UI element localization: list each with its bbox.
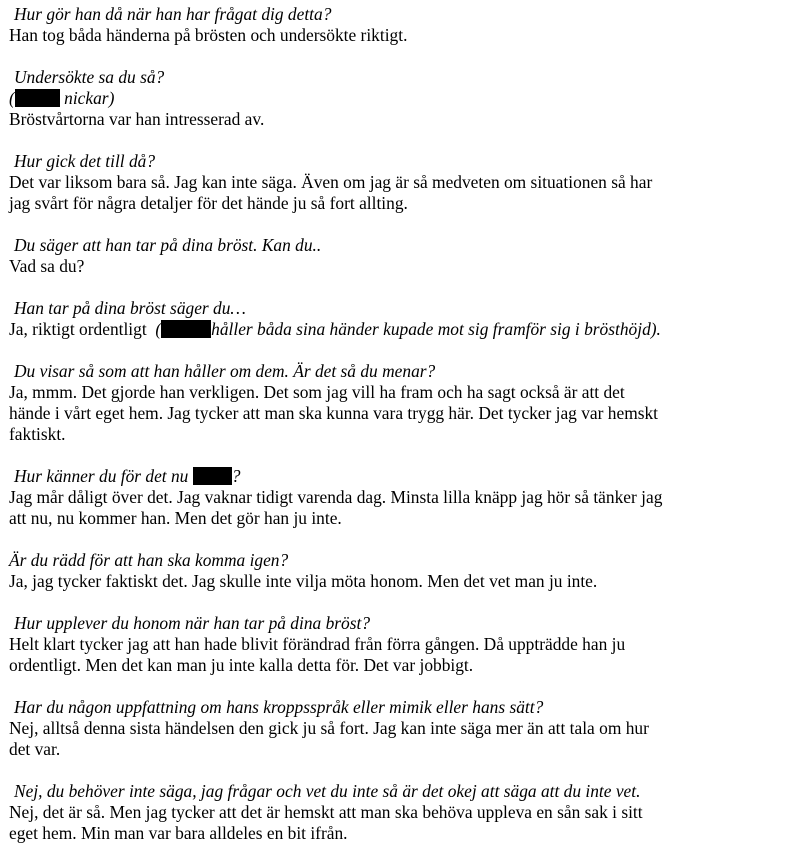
question-line: Är du rädd för att han ska komma igen? [9, 550, 289, 570]
aside-text: nickar) [59, 88, 115, 108]
exchange-7 [9, 466, 779, 529]
exchange-10 [9, 697, 779, 760]
answer-line-mixed [9, 319, 779, 340]
stage-direction-text: håller båda sina händer kupade mot sig framför sig i brösthöjd). [211, 319, 661, 339]
exchange-2 [9, 67, 779, 130]
question-line: Har du någon uppfattning om hans kroppsspråk eller mimik eller hans sätt? [14, 697, 544, 717]
answer-line: Helt klart tycker jag att han hade blivit förändrad från förra gången. Då uppträdde han ju [9, 634, 626, 654]
exchange-6 [9, 361, 779, 445]
exchange-3 [9, 151, 779, 214]
question-line: Du visar så som att han håller om dem. Är det så du menar? [14, 361, 436, 381]
answer-line: Ja, jag tycker faktiskt det. Jag skulle inte vilja möta honom. Men det vet man ju inte. [9, 571, 598, 591]
transcript-document [9, 4, 779, 865]
answer-line: att nu, nu kommer han. Men det gör han ju inte. [9, 508, 342, 528]
answer-line: Vad sa du? [9, 256, 85, 276]
aside-open-paren: ( [9, 88, 15, 108]
answer-line: jag svårt för några detaljer för det hände ju så fort allting. [9, 193, 408, 213]
answer-line: ordentligt. Men det kan man ju inte kalla detta för. Det var jobbigt. [9, 655, 474, 675]
question-line: Han tar på dina bröst säger du… [14, 298, 246, 318]
question-line: Hur gick det till då? [14, 151, 156, 171]
answer-line: Jag mår dåligt över det. Jag vaknar tidigt varenda dag. Minsta lilla knäpp jag hör så tänker jag [9, 487, 663, 507]
answer-line: faktiskt. [9, 424, 66, 444]
redaction-bar [193, 467, 232, 485]
answer-line: Ja, mmm. Det gjorde han verkligen. Det som jag vill ha fram och ha sagt också är att det [9, 382, 625, 402]
answer-line: Nej, alltså denna sista händelsen den gick ju så fort. Jag kan inte säga mer än att tala om hur [9, 718, 649, 738]
answer-line: hände i vårt eget hem. Jag tycker att man ska kunna vara trygg här. Det tycker jag var hemskt [9, 403, 659, 423]
question-line: Nej, du behöver inte säga, jag frågar och vet du inte så är det okej att säga att du inte vet. [14, 781, 641, 801]
aside-line [9, 88, 779, 109]
question-end: ? [231, 466, 241, 486]
answer-line: Han tog båda händerna på brösten och undersökte riktigt. [9, 25, 408, 45]
answer-line: Bröstvårtorna var han intresserad av. [9, 109, 265, 129]
question-text: Hur känner du för det nu [14, 466, 193, 486]
redaction-bar [15, 89, 60, 107]
answer-line: det var. [9, 739, 61, 759]
question-line: Du säger att han tar på dina bröst. Kan du.. [14, 235, 322, 255]
question-line-mixed [9, 466, 779, 487]
exchange-11 [9, 781, 779, 844]
exchange-9 [9, 613, 779, 676]
stage-direction-open-paren: ( [155, 319, 162, 339]
exchange-4 [9, 235, 779, 277]
question-line: Hur gör han då när han har frågat dig detta? [14, 4, 332, 24]
exchange-1 [9, 4, 779, 46]
question-line: Hur upplever du honom när han tar på dina bröst? [14, 613, 371, 633]
answer-plain-text: Ja, riktigt ordentligt [9, 319, 156, 339]
exchange-5 [9, 298, 779, 340]
redaction-bar [161, 320, 211, 338]
question-line: Undersökte sa du så? [14, 67, 165, 87]
answer-line: eget hem. Min man var bara alldeles en bit ifrån. [9, 823, 348, 843]
answer-line: Nej, det är så. Men jag tycker att det är hemskt att man ska behöva uppleva en sån sak i sitt [9, 802, 643, 822]
exchange-8 [9, 550, 779, 592]
answer-line: Det var liksom bara så. Jag kan inte säga. Även om jag är så medveten om situationen så har [9, 172, 653, 192]
